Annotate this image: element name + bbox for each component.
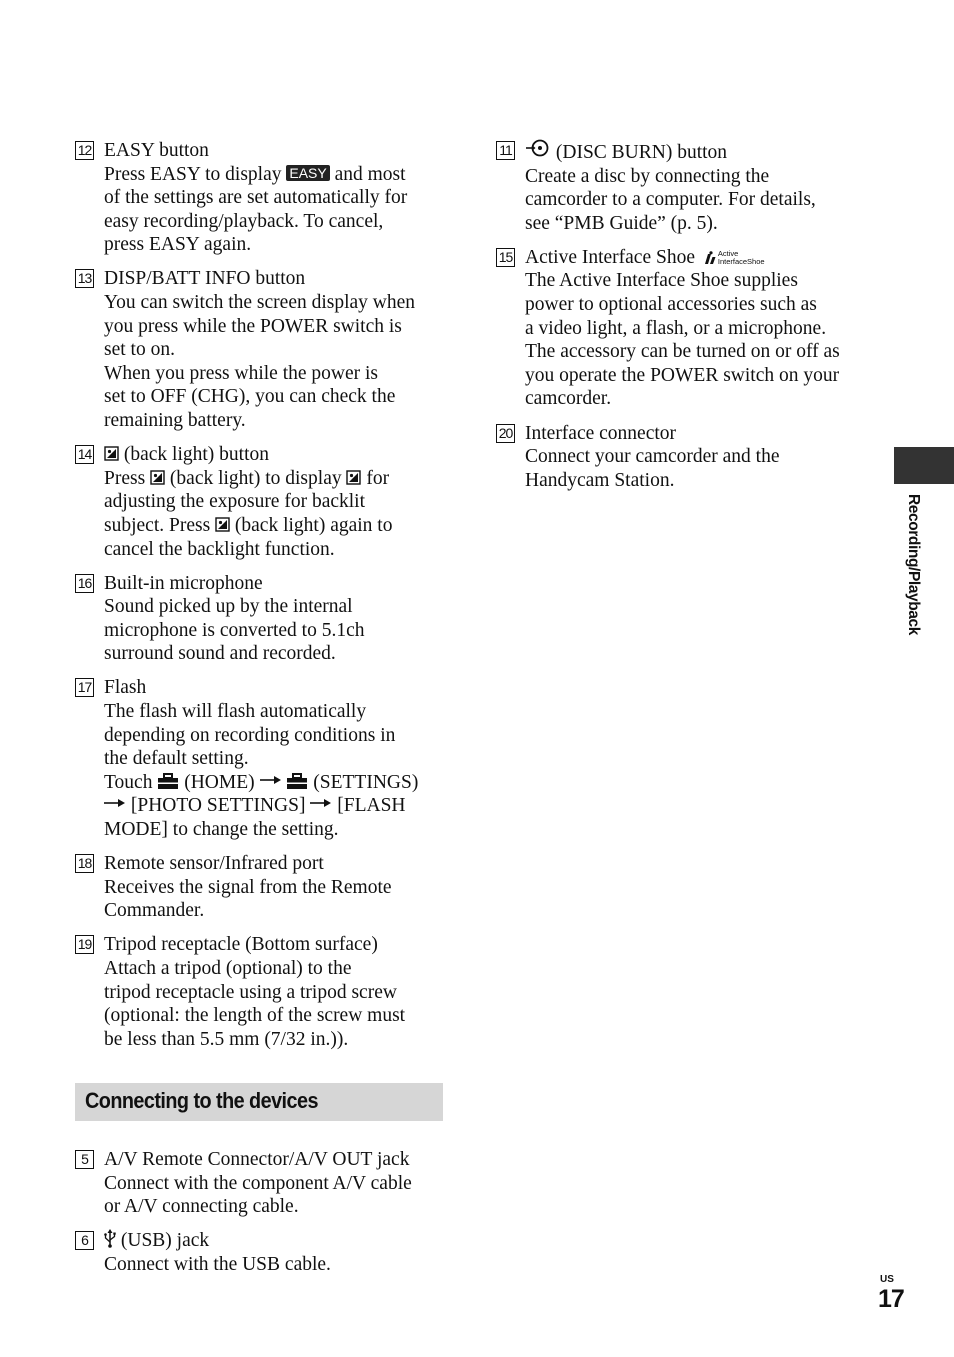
body-text: you press while the POWER switch is — [104, 315, 402, 337]
body-text: the default setting. — [104, 748, 249, 770]
body-text: Attach a tripod (optional) to the — [104, 958, 352, 979]
item-title: Built-in microphone — [104, 572, 263, 594]
item-number: 16 — [75, 574, 94, 593]
body-text: remaining battery. — [104, 410, 246, 432]
body-text: camcorder. — [525, 388, 612, 410]
chapter-tab — [894, 447, 954, 484]
body-text: camcorder to a computer. For details, — [525, 189, 816, 211]
left-column — [75, 139, 447, 1062]
backlight-icon — [104, 446, 119, 461]
shoe-label: Active — [717, 249, 739, 259]
item-number: 13 — [75, 269, 94, 288]
shoe-label: InterfaceShoe — [717, 256, 765, 266]
body-text: [FLASH — [337, 795, 406, 817]
item-back-light-button — [75, 443, 447, 561]
body-text: Create a disc by connecting the — [525, 165, 770, 187]
body-text: Connect with the component A/V cable — [104, 1172, 412, 1194]
item-title: (DISC BURN) button — [555, 142, 728, 163]
backlight-icon — [150, 470, 165, 485]
body-text: a video light, a flash, or a microphone. — [525, 317, 827, 339]
body-text: of the settings are set automatically for — [104, 187, 408, 209]
item-number: 14 — [75, 445, 94, 464]
active-interface-shoe-icon — [702, 250, 765, 265]
item-title: (back light) button — [123, 444, 270, 466]
item-title: Flash — [104, 677, 147, 699]
shoe-glyph-icon — [702, 251, 716, 265]
body-text: and most — [334, 163, 406, 185]
body-text: Press — [104, 467, 146, 489]
item-title: A/V Remote Connector/A/V OUT jack — [104, 1149, 410, 1170]
body-text: You can switch the screen display when — [104, 292, 416, 314]
body-text: subject. Press — [104, 514, 211, 536]
section-heading: Connecting to the devices — [85, 1088, 318, 1113]
body-text: Handycam Station. — [525, 469, 675, 491]
body-text: set to OFF (CHG), you can check the — [104, 386, 396, 408]
body-text: Receives the signal from the Remote — [104, 876, 392, 898]
body-text: The accessory can be turned on or off as — [525, 341, 840, 363]
item-number: 5 — [75, 1150, 94, 1169]
body-text: power to optional accessories such as — [525, 294, 817, 316]
item-title: Active Interface Shoe — [525, 246, 695, 268]
backlight-icon — [215, 517, 230, 532]
body-text: (HOME) — [184, 771, 255, 793]
backlight-icon — [346, 470, 361, 485]
item-easy-button — [75, 139, 447, 257]
connecting-items — [75, 1148, 447, 1287]
item-usb-jack — [75, 1229, 447, 1276]
body-text: press EASY again. — [104, 234, 252, 256]
body-text: cancel the backlight function. — [104, 538, 335, 560]
body-text: Connect your camcorder and the — [525, 446, 780, 468]
item-title: Tripod receptacle (Bottom surface) — [104, 934, 378, 956]
item-title: DISP/BATT INFO button — [104, 268, 306, 290]
body-text: adjusting the exposure for backlit — [104, 491, 366, 513]
item-number: 6 — [75, 1231, 94, 1250]
body-text: Touch — [104, 771, 153, 793]
body-text: you operate the POWER switch on your — [525, 364, 840, 386]
item-active-interface-shoe — [496, 246, 876, 411]
body-text: Press EASY to display — [104, 163, 282, 185]
body-text: microphone is converted to 5.1ch — [104, 619, 365, 641]
item-interface-connector — [496, 422, 876, 493]
chapter-label: Recording/Playback — [905, 494, 922, 635]
arrow-right-icon — [260, 775, 282, 785]
item-number: 11 — [496, 141, 515, 160]
home-toolbox-icon — [157, 773, 179, 790]
item-av-remote-connector — [75, 1148, 447, 1219]
item-remote-sensor — [75, 852, 447, 923]
body-text: (optional: the length of the screw must — [104, 1005, 406, 1027]
item-disc-burn-button — [496, 139, 876, 235]
item-number: 17 — [75, 678, 94, 697]
item-flash — [75, 676, 447, 841]
body-text: surround sound and recorded. — [104, 643, 336, 665]
easy-icon: EASY — [286, 165, 329, 181]
body-text: (back light) again to — [234, 514, 393, 536]
item-number: 12 — [75, 141, 94, 160]
body-text: or A/V connecting cable. — [104, 1196, 299, 1218]
body-text: The Active Interface Shoe supplies — [525, 270, 798, 292]
settings-toolbox-icon — [286, 773, 308, 790]
item-disp-batt-info-button — [75, 267, 447, 432]
body-text: The flash will flash automatically — [104, 701, 367, 723]
item-number: 15 — [496, 248, 515, 267]
body-text: (SETTINGS) — [313, 771, 419, 793]
right-column — [496, 139, 876, 503]
item-title: Remote sensor/Infrared port — [104, 853, 324, 875]
body-text: set to on. — [104, 339, 175, 361]
item-number: 19 — [75, 935, 94, 954]
body-text: When you press while the power is — [104, 362, 379, 384]
usb-icon — [104, 1229, 116, 1248]
page-number: 17 — [878, 1285, 904, 1313]
item-number: 18 — [75, 854, 94, 873]
body-text: Connect with the USB cable. — [104, 1253, 331, 1275]
body-text: depending on recording conditions in — [104, 724, 396, 746]
body-text: tripod receptacle using a tripod screw — [104, 981, 397, 1003]
page-region-code: US — [880, 1274, 894, 1285]
body-text: MODE] to change the setting. — [104, 819, 339, 841]
item-title: Interface connector — [525, 422, 677, 444]
item-built-in-microphone — [75, 572, 447, 666]
item-title: EASY button — [104, 140, 209, 161]
disc-burn-icon — [525, 139, 551, 159]
body-text: [PHOTO SETTINGS] — [130, 795, 306, 817]
body-text: be less than 5.5 mm (7/32 in.)). — [104, 1028, 349, 1050]
body-text: Sound picked up by the internal — [104, 596, 353, 618]
section-heading-bar — [75, 1083, 443, 1121]
body-text: easy recording/playback. To cancel, — [104, 210, 384, 232]
arrow-right-icon — [104, 798, 126, 808]
arrow-right-icon — [310, 798, 332, 808]
body-text: (back light) to display — [169, 467, 342, 489]
body-text: see “PMB Guide” (p. 5). — [525, 212, 718, 234]
item-title: (USB) jack — [120, 1230, 210, 1252]
body-text: Commander. — [104, 900, 205, 922]
item-number: 20 — [496, 424, 515, 443]
body-text: for — [366, 467, 390, 489]
item-tripod-receptacle — [75, 933, 447, 1051]
